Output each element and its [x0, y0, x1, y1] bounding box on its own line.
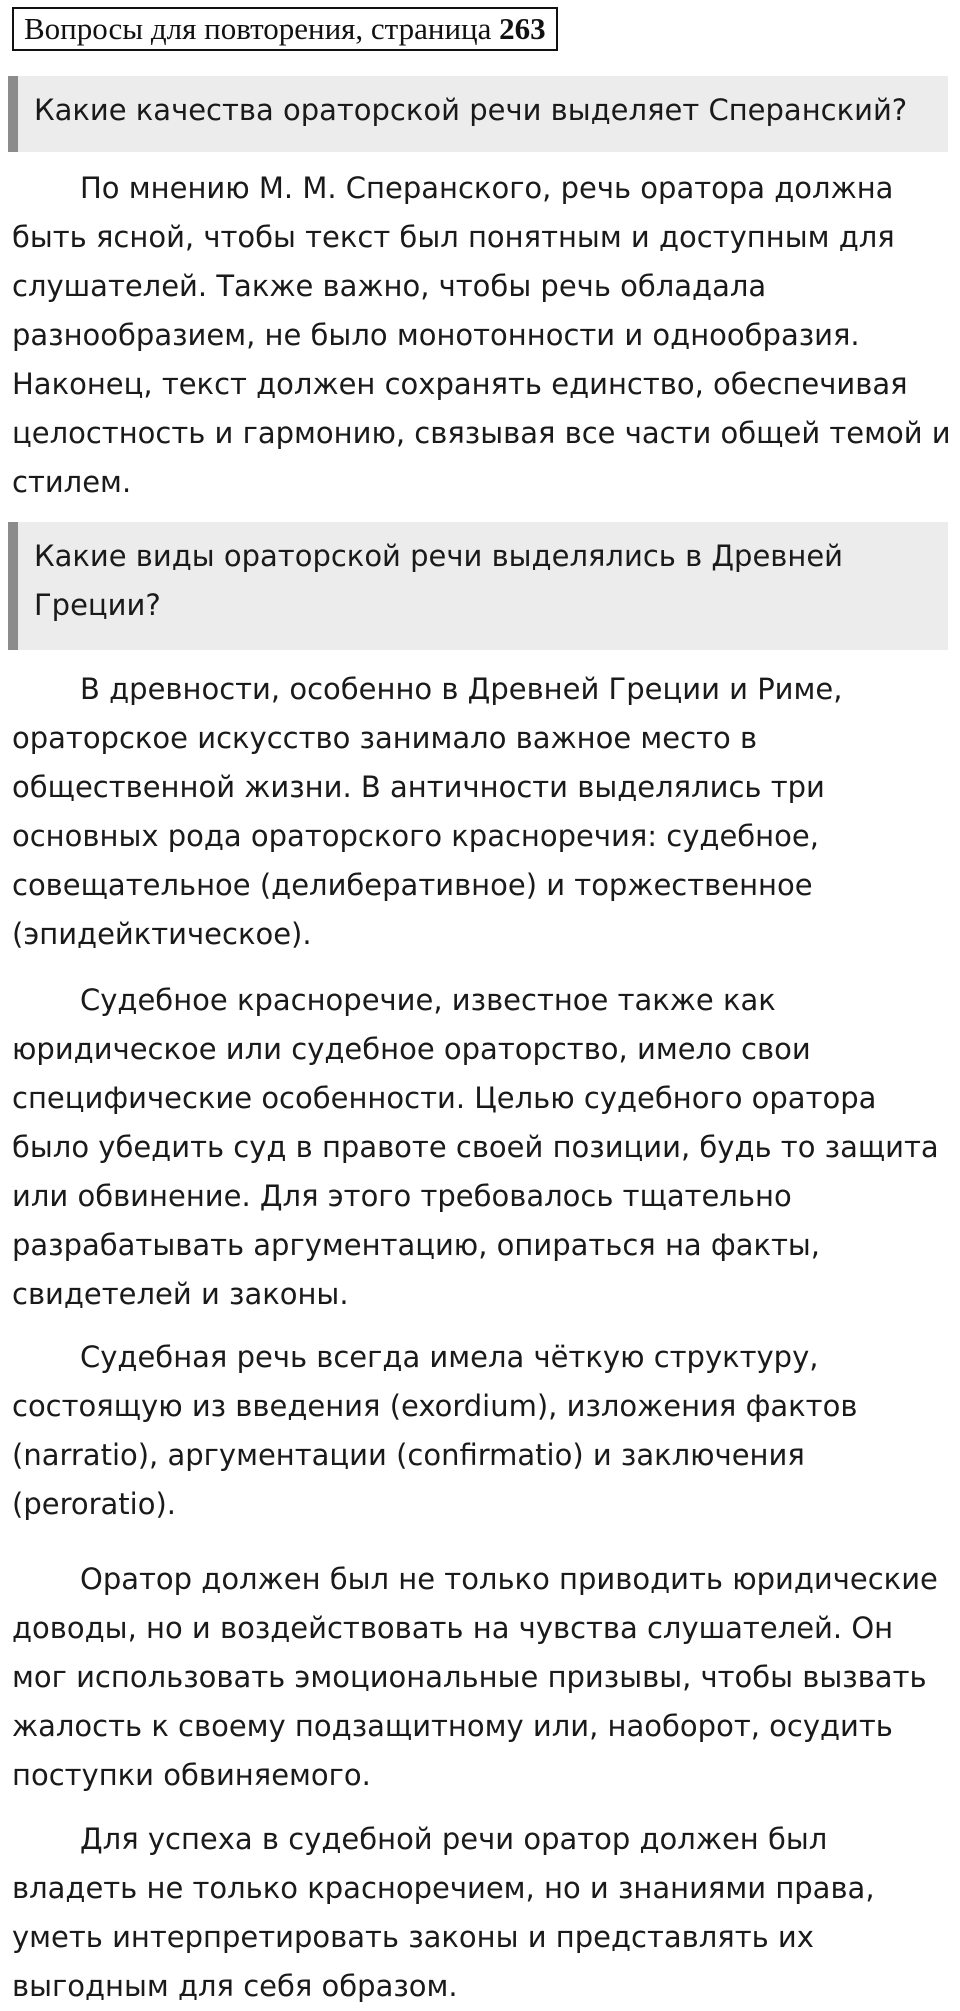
question-block — [8, 76, 948, 152]
answer-paragraph: Оратор должен был не только приводить юридические доводы, но и воздействовать на чувства слушателей. Он мог использовать эмоциональные призывы, чтобы вызвать жалость к своему подзащитному или, наоборот, осудить поступки обвиняемого. — [12, 1562, 938, 1792]
header-label: Вопросы для повторения, страница — [24, 11, 492, 46]
question-text: Какие виды ораторской речи выделялись в Древней Греции? — [34, 539, 844, 622]
answer-paragraph: В древности, особенно в Древней Греции и Риме, ораторское искусство занимало важное место в общественной жизни. В античности выделялись три основных рода ораторского красноречия: судебное, совещательное (делиберативное) и торжественное (эпидейктическое). — [12, 672, 843, 951]
page-header — [12, 7, 558, 51]
answer-paragraph: Судебная речь всегда имела чёткую структуру, состоящую из введения (exordium), изложения фактов (narratio), аргументации (confirmatio) и заключения (peroratio). — [12, 1340, 858, 1521]
question-text: Какие качества ораторской речи выделяет Сперанский? — [34, 93, 908, 127]
question-block — [8, 522, 948, 650]
answer-paragraph: По мнению М. М. Сперанского, речь оратора должна быть ясной, чтобы текст был понятным и доступным для слушателей. Также важно, чтобы речь обладала разнообразием, не было монотонности и однообразия. Наконец, текст должен сохранять единство, обеспечивая целостность и гармонию, связывая все части общей темой и стилем. — [12, 171, 951, 499]
page-number: 263 — [499, 11, 546, 46]
answer-paragraph: Для успеха в судебной речи оратор должен был владеть не только красноречием, но и знаниями права, уметь интерпретировать законы и представлять их выгодным для себя образом. — [12, 1822, 875, 2003]
answer-paragraph: Судебное красноречие, известное также как юридическое или судебное ораторство, имело свои специфические особенности. Целью судебного оратора было убедить суд в правоте своей позиции, будь то защита или обвинение. Для этого требовалось тщательно разрабатывать аргументацию, опираться на факты, свидетелей и законы. — [12, 983, 939, 1311]
